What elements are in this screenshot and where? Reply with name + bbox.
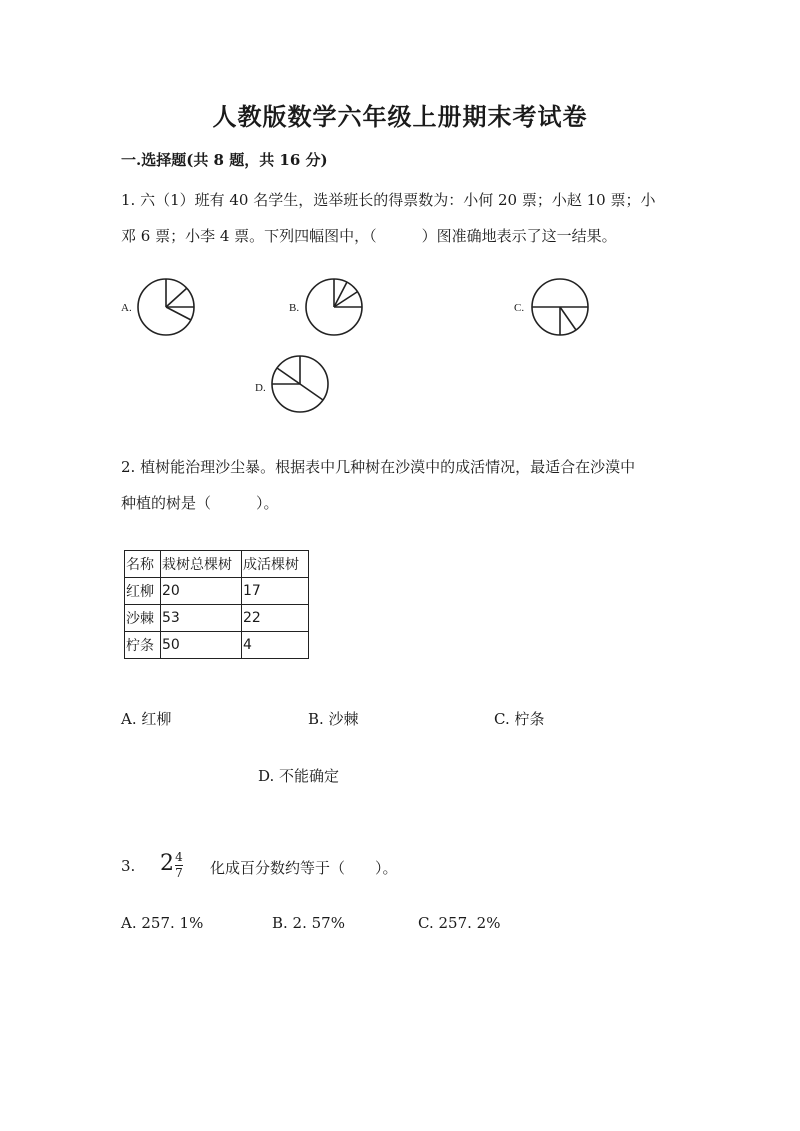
table-header: 栽树总棵树	[161, 551, 242, 578]
table-row	[125, 605, 309, 632]
table-cell: 17	[242, 578, 309, 605]
option-a-label: A.	[121, 302, 132, 314]
table-header: 名称	[125, 551, 161, 578]
q2-option-c: C. 柠条	[494, 710, 545, 728]
option-d-label: D.	[255, 382, 266, 394]
page-title: 人教版数学六年级上册期末考试卷	[212, 102, 588, 131]
table-cell: 沙棘	[125, 605, 161, 632]
question-2-line-1: 2. 植树能治理沙尘暴。根据表中几种树在沙漠中的成活情况，最适合在沙漠中	[121, 458, 636, 476]
q2-option-d: D. 不能确定	[258, 767, 340, 785]
pie-chart-a	[137, 278, 195, 336]
pie-chart-d	[271, 355, 329, 413]
question-3-text: 化成百分数约等于（ ）。	[210, 859, 398, 877]
question-3-number: 3.	[121, 857, 136, 875]
mixed-number	[160, 850, 183, 880]
tree-survival-table	[124, 550, 309, 659]
table-header: 成活棵树	[242, 551, 309, 578]
q3-option-c: C. 257. 2%	[418, 914, 501, 932]
table-row	[125, 632, 309, 659]
q3-option-a: A. 257. 1%	[121, 914, 204, 932]
fraction	[175, 851, 183, 880]
table-cell: 53	[161, 605, 242, 632]
mixed-number-whole: 2	[160, 851, 174, 876]
question-2-line-2: 种植的树是（ ）。	[121, 494, 279, 512]
q2-option-b: B. 沙棘	[308, 710, 359, 728]
table-row	[125, 578, 309, 605]
pie-chart-c	[531, 278, 589, 336]
table-cell: 红柳	[125, 578, 161, 605]
option-c-label: C.	[514, 302, 525, 314]
question-1-line-2: 邓 6 票；小李 4 票。下列四幅图中，（ ）图准确地表示了这一结果。	[121, 227, 617, 245]
option-b-label: B.	[289, 302, 300, 314]
table-cell: 4	[242, 632, 309, 659]
fraction-denominator: 7	[175, 866, 183, 880]
q3-option-b: B. 2. 57%	[272, 914, 345, 932]
fraction-numerator: 4	[175, 850, 183, 864]
table-cell: 50	[161, 632, 242, 659]
section-heading: 一.选择题(共 8 题，共 16 分)	[121, 151, 328, 169]
table-cell: 22	[242, 605, 309, 632]
q2-option-a: A. 红柳	[121, 710, 172, 728]
question-1-line-1: 1. 六（1）班有 40 名学生，选举班长的得票数为：小何 20 票；小赵 10 票；小	[121, 191, 656, 209]
table-cell: 柠条	[125, 632, 161, 659]
table-cell: 20	[161, 578, 242, 605]
table-header-row	[125, 551, 309, 578]
pie-chart-b	[305, 278, 363, 336]
